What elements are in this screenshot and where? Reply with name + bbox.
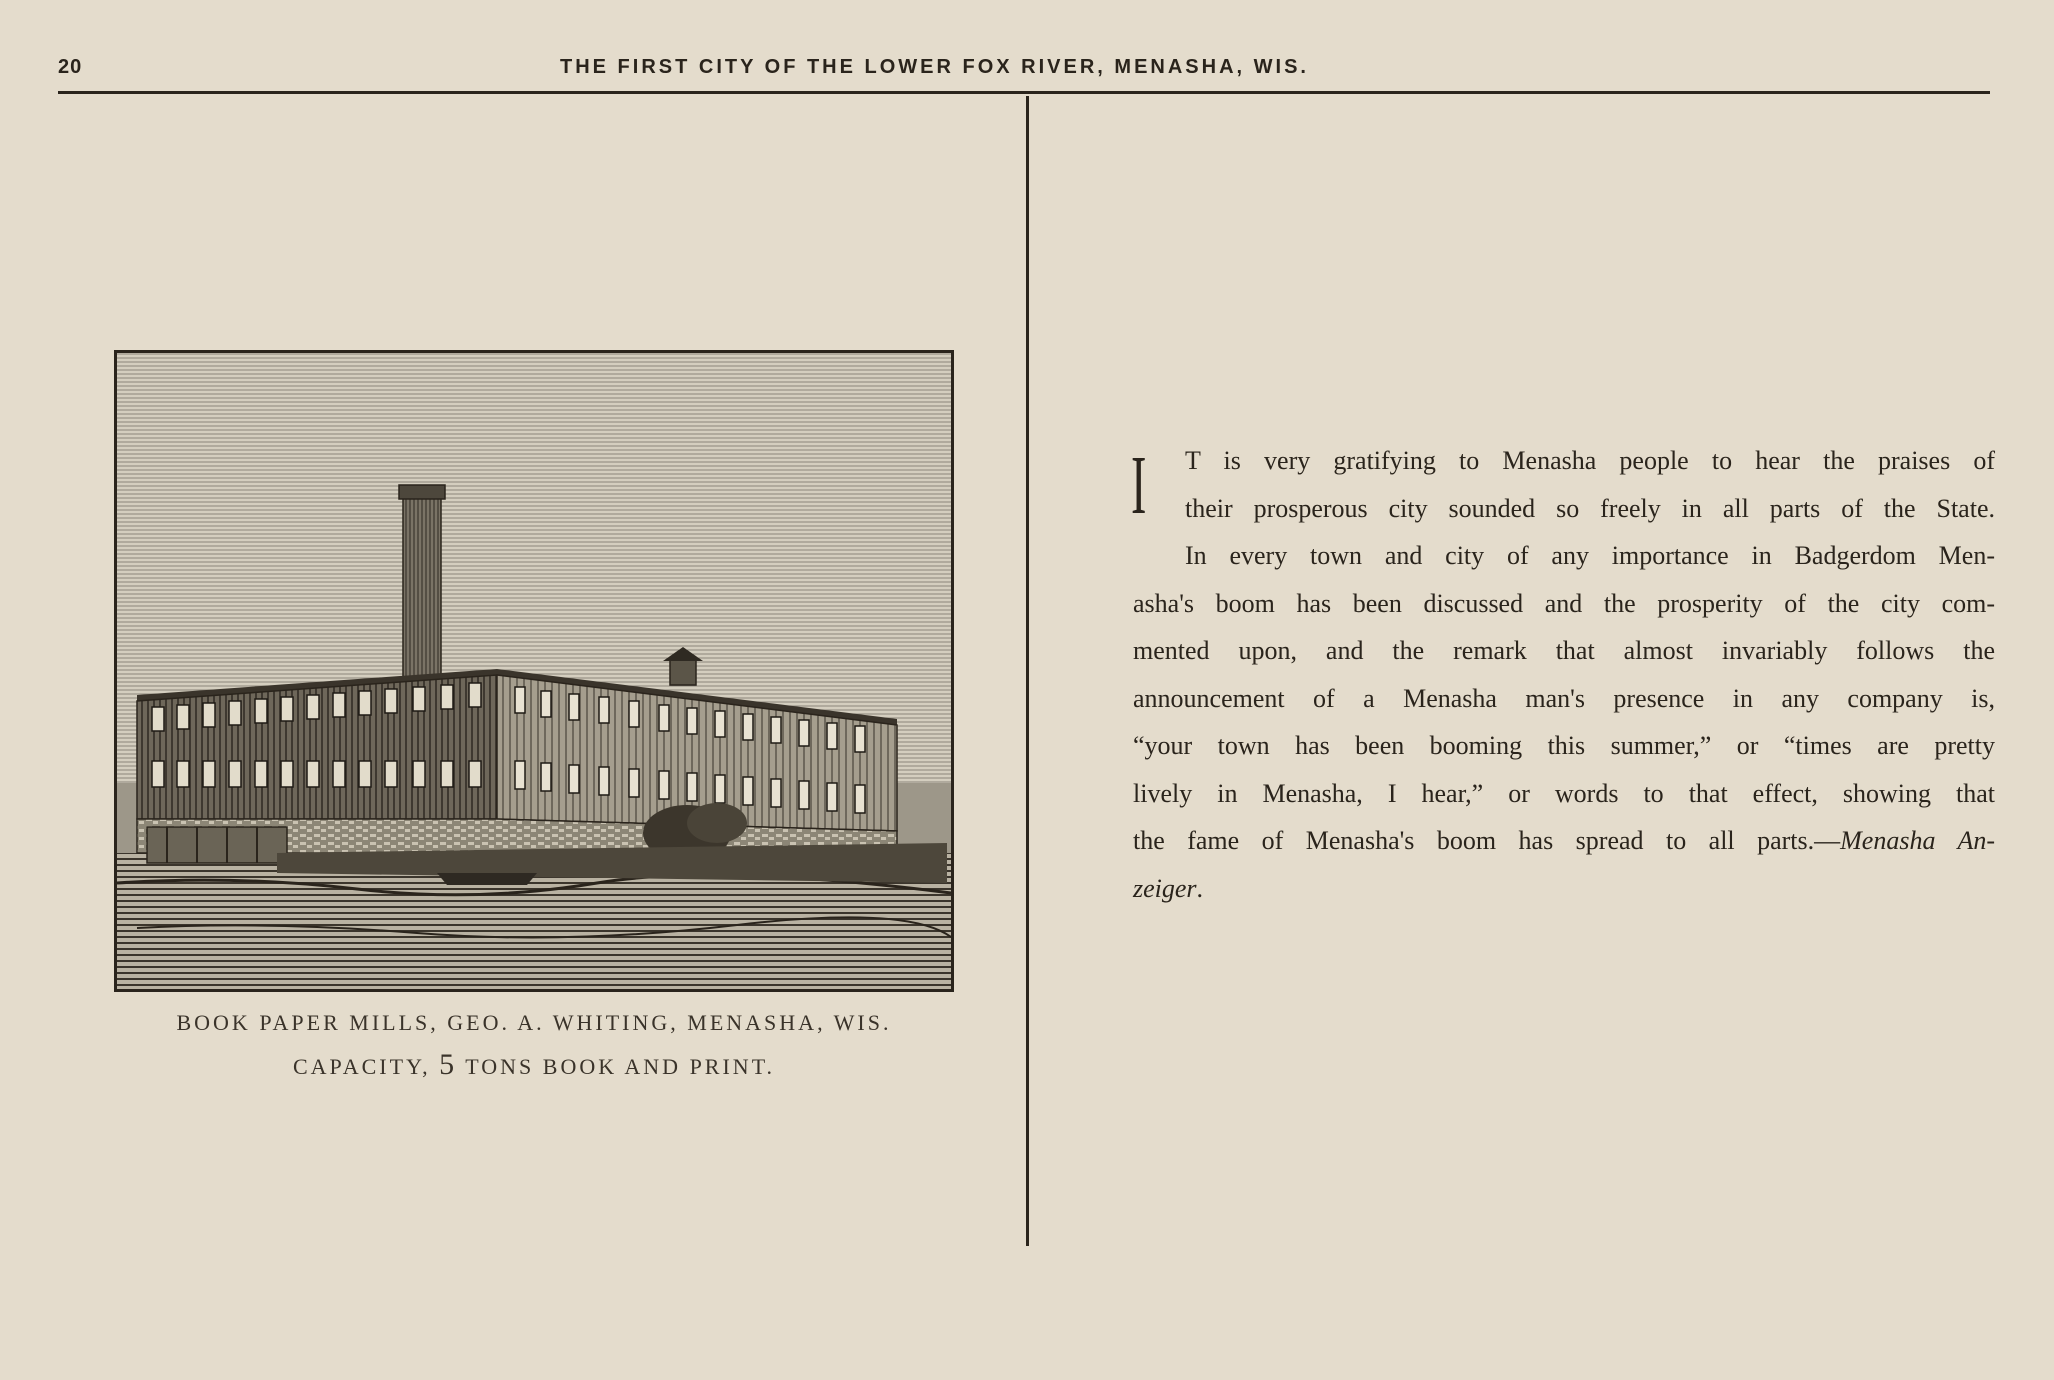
illustration-caption-line-1: BOOK PAPER MILLS, GEO. A. WHITING, MENASHA, WIS. [176, 1010, 892, 1035]
drop-cap-initial: I [1131, 439, 1147, 532]
caption-capacity-label: CAPACITY, [292, 1054, 431, 1079]
article-line: “your town has been booming this summer,” or “times are pretty [1133, 731, 1995, 760]
article-line: mented upon, and the remark that almost invariably follows the [1133, 636, 1995, 665]
article-line: announcement of a Menasha man's presence in any company is, [1133, 683, 1995, 713]
article-line-with-attribution [1133, 817, 1995, 865]
header-rule [58, 91, 1990, 94]
illustration-caption-line-2 [114, 1048, 954, 1082]
article-line-final: zeiger. [1133, 873, 1204, 903]
column-divider [1026, 96, 1029, 1246]
article-line: their prosperous city sounded so freely in all parts of the State. [1185, 493, 1995, 523]
caption-capacity-suffix: TONS BOOK AND PRINT. [465, 1054, 776, 1079]
article-line: the fame of Menasha's boom has spread to all parts.— [1133, 826, 1841, 855]
source-attribution: Menasha An- [1840, 826, 1995, 855]
page-number: 20 [58, 56, 83, 78]
source-attribution-end: zeiger [1133, 873, 1197, 903]
article-line: T is very gratifying to Menasha people to hear the praises of [1185, 446, 1995, 475]
article-line: asha's boom has been discussed and the prosperity of the city com- [1133, 588, 1995, 618]
article-body [1133, 437, 1995, 912]
article-line: lively in Menasha, I hear,” or words to that effect, showing that [1133, 778, 1995, 808]
running-header-title: THE FIRST CITY OF THE LOWER FOX RIVER, MENASHA, WIS. [560, 56, 1309, 78]
mill-engraving-image [114, 350, 954, 992]
caption-capacity-number: 5 [439, 1048, 458, 1081]
article-line: In every town and city of any importance in Badgerdom Men- [1185, 541, 1995, 570]
